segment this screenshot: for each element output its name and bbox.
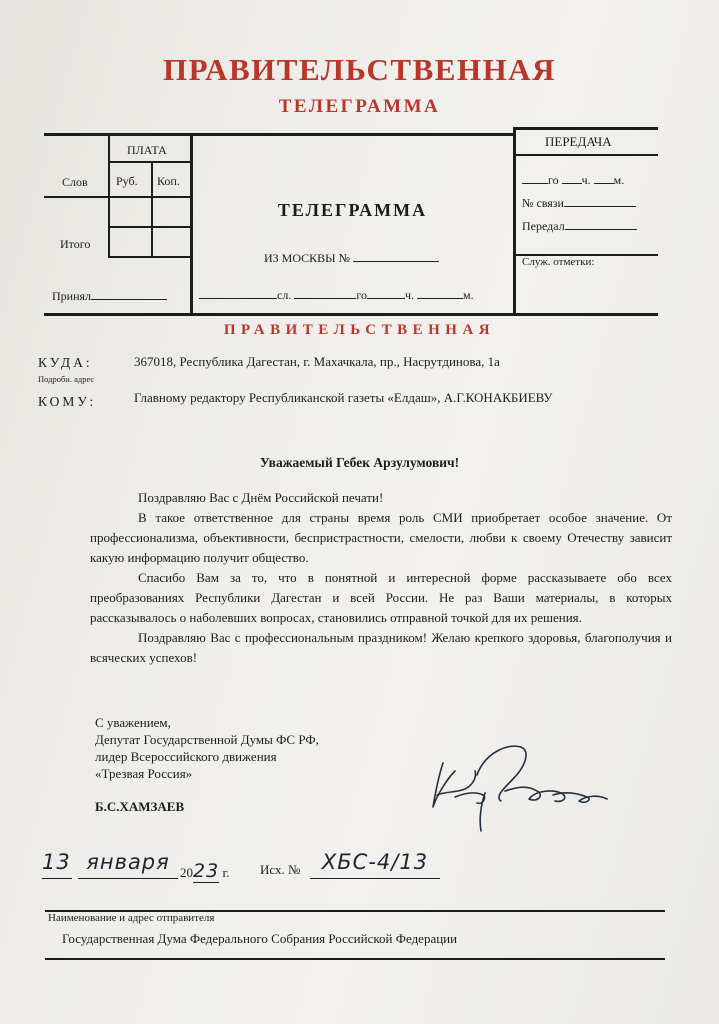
plata-vline-2 xyxy=(151,162,153,257)
peredacha-hline xyxy=(515,154,658,156)
no-svyazi-blank xyxy=(564,194,636,207)
komu-label: КОМУ: xyxy=(38,394,97,409)
header-bottom-label: ПРАВИТЕЛЬСТВЕННАЯ xyxy=(223,322,496,338)
header-title: ПРАВИТЕЛЬСТВЕННАЯ xyxy=(163,52,556,87)
year-field xyxy=(180,860,230,883)
signature-line-1: Депутат Государственной Думы ФС РФ, xyxy=(95,732,319,747)
p-ch-label: ч. xyxy=(581,173,591,187)
kop-label: Коп. xyxy=(157,174,180,188)
peredal-blank xyxy=(565,217,637,230)
signature-regards: С уважением, xyxy=(95,715,171,730)
peredal-label: Передал xyxy=(522,219,565,233)
ish-number-field xyxy=(310,850,440,879)
komu-value: Главному редактору Республиканской газеты «Елдаш», А.Г.КОНАКБИЕВУ xyxy=(134,390,553,405)
iz-moskvy-label: ИЗ МОСКВЫ № xyxy=(264,251,351,265)
prinyal-blank xyxy=(91,287,167,300)
telegram-title: ТЕЛЕГРАММА xyxy=(277,200,428,220)
year-prefix: 20 xyxy=(180,865,193,880)
sender-bottom-line xyxy=(45,958,665,960)
handwritten-signature xyxy=(425,735,615,835)
year-g: г. xyxy=(222,865,230,880)
p-m-blank xyxy=(594,171,614,184)
no-svyazi-line xyxy=(522,194,636,211)
itogo-label: Итого xyxy=(60,237,91,251)
go-blank xyxy=(294,286,356,299)
prinyal-text: Принял xyxy=(52,289,92,303)
letter-paragraph-3: Спасибо Вам за то, что в понятной и интересной форме рассказываете обо всех преобразованиях Республики Дагестан и всей России. Не раз Ваши материалы, в которых рассказывалось о наболевших вопросах, становились отправной точкой для их решения. xyxy=(90,570,672,625)
prinyal-label xyxy=(52,287,167,304)
m-blank xyxy=(417,286,463,299)
p-go-label: го xyxy=(548,173,559,187)
peredacha-time-line xyxy=(522,171,624,188)
peredacha-label: ПЕРЕДАЧА xyxy=(545,134,612,149)
iz-moskvy-blank xyxy=(353,249,439,262)
letter-paragraph-1: Поздравляю Вас с Днём Российской печати! xyxy=(138,490,384,505)
rub-label: Руб. xyxy=(116,174,138,188)
ish-label: Исх. № xyxy=(260,862,301,877)
letter-greeting: Уважаемый Гебек Арзулумович! xyxy=(259,455,460,470)
form-top-right-line xyxy=(515,127,658,130)
no-svyazi-label: № связи xyxy=(522,196,564,210)
year-suffix: 23 xyxy=(193,860,220,882)
p-m-label: м. xyxy=(613,173,625,187)
kuda-label: КУДА: xyxy=(38,355,93,370)
date-line xyxy=(42,848,462,882)
signature-line-2: лидер Всероссийского движения xyxy=(95,749,277,764)
podrob-label: Подробн. адрес xyxy=(38,374,95,384)
ch-blank xyxy=(367,286,405,299)
letter-paragraph-2: В такое ответственное для страны время роль СМИ приобретает особое значение. От профессионализма, объективности, беспристрастности, смелости, любви к своему Отечеству зависит какую информацию получит общество. xyxy=(90,510,672,565)
kuda-value: 367018, Республика Дагестан, г. Махачкала, пр., Насрутдинова, 1а xyxy=(134,354,500,369)
sender-value: Государственная Дума Федерального Собрания Российской Федерации xyxy=(62,931,458,946)
iz-moskvy-line xyxy=(264,249,439,266)
signature-name: Б.С.ХАМЗАЕВ xyxy=(95,799,185,814)
plata-hline-4 xyxy=(108,256,192,258)
peredal-line xyxy=(522,217,637,234)
ch-label: ч. xyxy=(404,288,414,302)
day-value: 13 xyxy=(42,850,71,874)
plata-hline-1 xyxy=(108,161,192,163)
m-label: м. xyxy=(463,288,474,302)
form-bottom-line xyxy=(44,313,658,316)
plata-hline-3 xyxy=(108,226,192,228)
slov-label: Слов xyxy=(62,175,88,189)
letter-paragraph-4: Поздравляю Вас с профессиональным праздником! Желаю крепкого здоровья, благополучия и всяческих успехов! xyxy=(90,630,672,665)
sender-label: Наименование и адрес отправителя xyxy=(48,912,215,924)
p-go-blank xyxy=(522,171,548,184)
day-field xyxy=(42,850,72,879)
ish-number-value: ХБС-4/13 xyxy=(321,850,429,874)
header-subtitle: ТЕЛЕГРАММА xyxy=(278,96,441,117)
form-top-line xyxy=(44,133,192,136)
plata-label: ПЛАТА xyxy=(127,143,167,157)
plata-hline-2 xyxy=(44,196,192,198)
p-ch-blank xyxy=(562,171,582,184)
sluzh-label: Служ. отметки: xyxy=(522,256,595,268)
month-field xyxy=(78,850,178,879)
month-value: января xyxy=(86,850,170,874)
sl-blank xyxy=(199,286,277,299)
go-label: го xyxy=(356,288,367,302)
form-center-top-line xyxy=(190,133,516,136)
transmit-line xyxy=(199,286,474,303)
signature-line-3: «Трезвая Россия» xyxy=(95,766,193,781)
sl-label: сл. xyxy=(277,288,292,302)
